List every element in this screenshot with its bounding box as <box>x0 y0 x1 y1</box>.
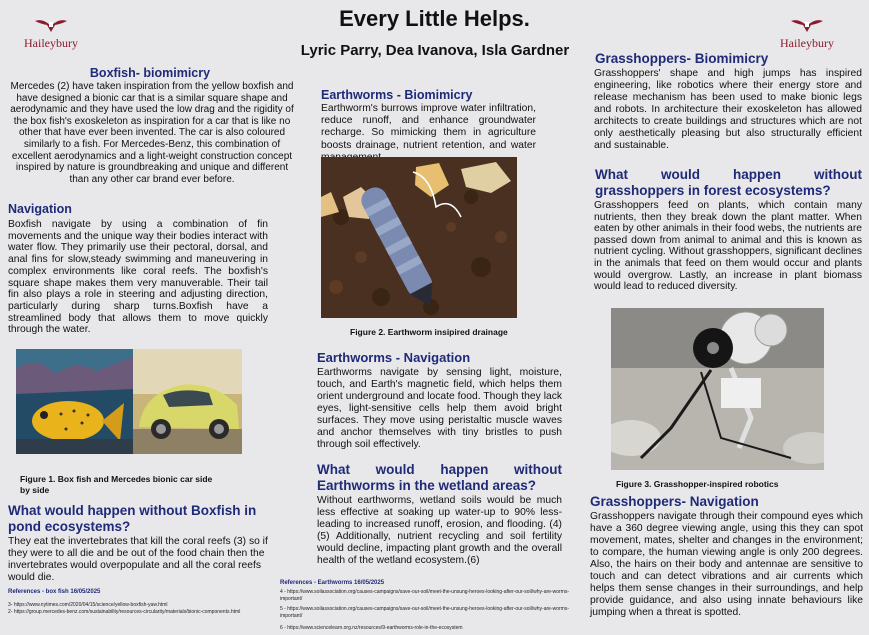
figure3-caption: Figure 3. Grasshopper-inspired robotics <box>616 479 779 489</box>
forest-heading: What would happen without grasshoppers in forest ecosystems? <box>595 167 862 198</box>
grasshopper-biomimicry-heading: Grasshoppers- Biomimicry <box>595 51 769 66</box>
grasshopper-robot-photo <box>611 308 824 470</box>
crest-icon <box>789 18 825 34</box>
logo-name: Haileybury <box>24 36 78 50</box>
grasshopper-navigation-text: Grasshoppers navigate through their compound eyes which have a 360 degree viewing angle, using this they can spot movement, mates, shelter and changes in the environment; to compare, the human viewing angle is only 200 degrees. Also, the hairs on their body and antennae are sensitive to touch and can detect vibrations and air currents which helps them sense changes in their surroundings, and help provide guidance, and also using innate behaviours like jumping when a threat is spotted. <box>590 511 863 618</box>
reference-item: 6 - https://www.sciencelearn.org.nz/resources/9-earthworms-role-in-the-ecosystem <box>280 625 463 631</box>
pond-heading: What would happen without Boxfish in pond ecosystems? <box>8 503 257 534</box>
reference-item: 5 - https://www.soilassociation.org/causes-campaigns/save-our-soil/meet-the-unsung-heroes-looking-after-our-soil/why-are-worms-important/ <box>280 606 570 619</box>
wetland-text: Without earthworms, wetland soils would be much less effective at soaking up water-up to 90% less-leading to increased runoff, erosion, and flooding. (4) (5) Additionally, nutrient recycling and soil fertility would decline, impacting plant growth and the overall health of the wetland ecosystem.(6) <box>317 495 562 566</box>
boxfish-photo <box>16 349 133 454</box>
crest-icon <box>33 18 69 34</box>
grasshopper-biomimicry-text: Grasshoppers' shape and high jumps has inspired engineering, like robotics where their energy store and release mechanism has been used to make bionic legs and robots. In architecture their exoskeleton has allowed architects to create buildings and structures which are not only aesthetically pleasing but also structurally efficient and sustainable. <box>594 68 862 151</box>
reference-item: 3- https://www.nytimes.com/2020/04/15/science/yellow-boxfish-yaw.html <box>8 602 168 608</box>
earthworm-drainage-photo <box>321 157 517 318</box>
refs-earthworm-title: References - Earthworms 16/05/2025 <box>280 580 385 586</box>
worm-navigation-text: Earthworms navigate by sensing light, moisture, touch, and Earth's magnetic field, which helps them orient underground and locate food. Though they lack eyes, light-sensitive cells help them avoid bright surfaces. They move using peristaltic muscle waves and anchor themselves with tiny bristles to push through soil effectively. <box>317 367 562 450</box>
figure1-caption: Figure 1. Box fish and Mercedes bionic car side by side <box>20 474 213 495</box>
boxfish-text: Mercedes (2) have taken inspiration from the yellow boxfish and have designed a bionic car that is a similar square shape and aerodynamic and they have used the low drag and the rigidity of the box fish's exoskeleton as inspiration for a car that is like no other that have ever been invented. The car is also coloured similarly to a fish. For Mercedes-Benz, this combination of excellent aerodynamics and a light-weight construction concept inspired by nature is groundbreaking and unique and different than any other car brand ever before. <box>10 81 294 185</box>
reference-item: 2- https://group.mercedes-benz.com/sustainability/resources-circularity/materials/bionic-components.html <box>8 609 241 615</box>
school-logo-left <box>16 18 86 51</box>
boxfish-navigation-text: Boxfish navigate by using a combination of fin movements and the unique way their bodies interact with water flow. They primarily use their pectoral, dorsal, and anal fins for slow,steady swimming and maneuvering in complex environments like coral reefs. The boxfish's square shape makes them very manuverable. Their tail fin also plays a role in steering and adjusting direction, particularly during sharp turns.Boxfish have a streamlined body that allows them to move quickly through the water. <box>8 219 268 336</box>
poster-title: Every Little Helps. <box>339 6 530 31</box>
wetland-heading: What would happen without Earthworms in the wetland areas? <box>317 462 562 493</box>
forest-text: Grasshoppers feed on plants, which contain many nutrients, then they break down the plant matter. When eaten by other animals in their food webs, the nutrients are passed down from animal to animal and this is known as nutrient cycling. Without grasshoppers, significant declines in the animals that feed on them would occur and plants would overgrow. Lastly, an increase in plant biomass would lead to reduced diversity. <box>594 200 862 293</box>
reference-item: 4 - https://www.soilassociation.org/causes-campaigns/save-our-soil/meet-the-unsung-heroes-looking-after-our-soil/why-are-worms-important/ <box>280 589 570 602</box>
figure2-caption: Figure 2. Earthworm insipired drainage <box>350 327 508 337</box>
navigation-heading: Navigation <box>8 202 72 216</box>
worm-navigation-heading: Earthworms - Navigation <box>317 350 471 365</box>
logo-name: Haileybury <box>780 36 834 50</box>
refs-earthworm-list <box>280 589 575 632</box>
pond-text: They eat the invertebrates that kill the coral reefs (3) so if they were to all die and be out of the food chain then the invertebrates would overpopulate and all the coral reefs would die. <box>8 536 268 583</box>
boxfish-heading: Boxfish- biomimicry <box>89 66 211 80</box>
refs-boxfish-list <box>8 602 283 616</box>
refs-boxfish-title: References - box fish 16/05/2025 <box>8 589 101 595</box>
worm-biomimicry-text: Earthworm's burrows improve water infiltration, reduce runoff, and enhance groundwater recharge. So mimicking them in agriculture boosts drainage, nutrient retention, and water <box>321 103 536 151</box>
worm-biomimicry-heading: Earthworms - Biomimicry <box>321 88 473 102</box>
mercedes-car-photo <box>133 349 242 454</box>
poster-authors: Lyric Parry, Dea Ivanova, Isla Gardner <box>300 42 570 59</box>
school-logo-right <box>772 18 842 51</box>
grasshopper-navigation-heading: Grasshoppers- Navigation <box>590 494 759 509</box>
